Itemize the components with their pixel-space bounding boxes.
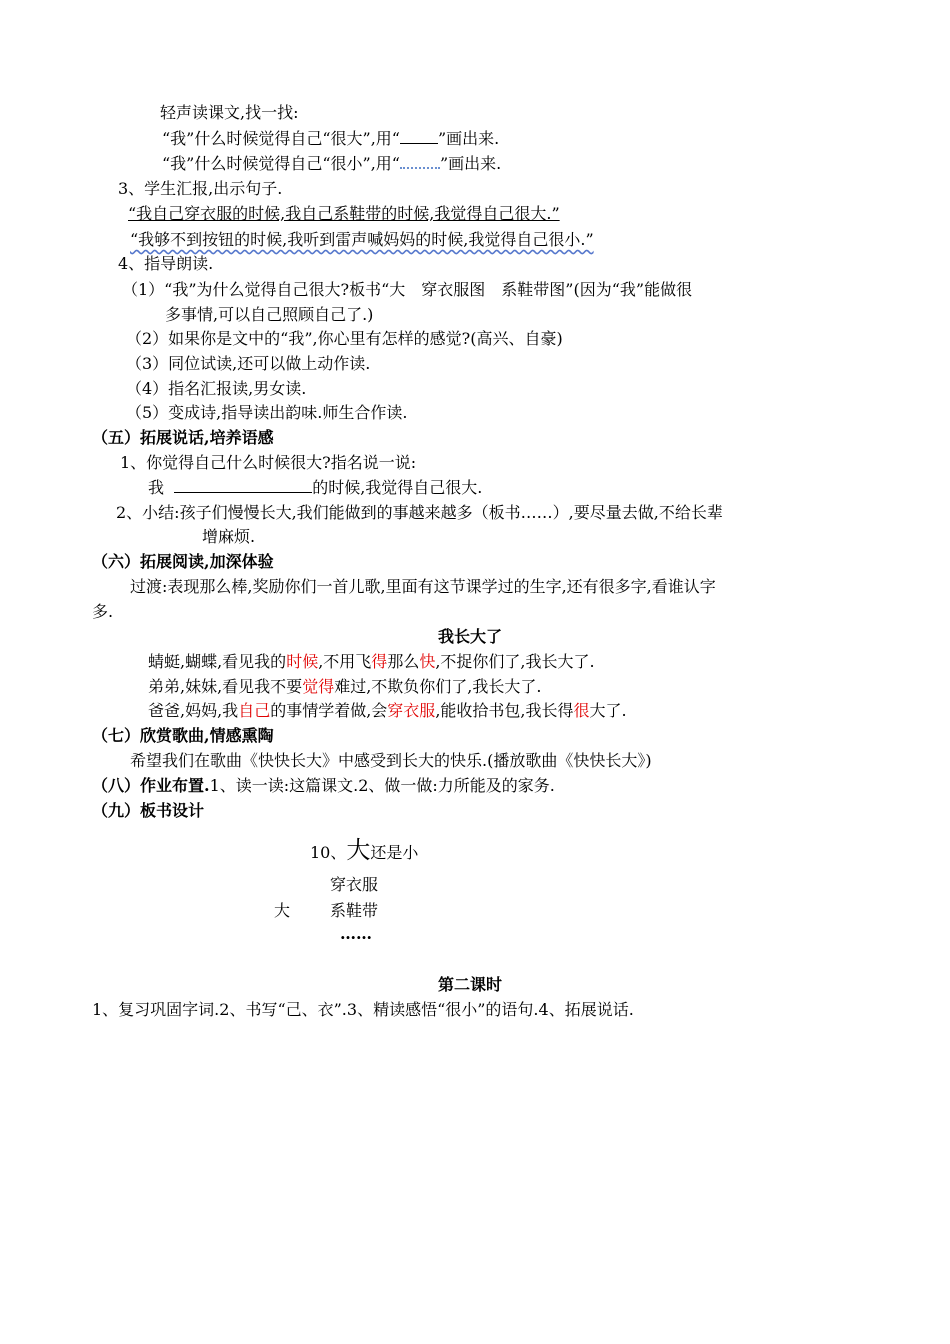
sub-step-continuation: 多事情,可以自己照顾自己了.) <box>165 305 374 324</box>
poem-line <box>148 699 627 723</box>
instruction-line <box>162 152 501 176</box>
text-segment: 的事情学着做,会 <box>270 701 388 720</box>
text-segment: 我 <box>148 478 165 497</box>
sub-step-line: （1）“我”为什么觉得自己很大?板书“大 穿衣服图 系鞋带图”(因为“我”能做很 <box>122 280 693 299</box>
step-line: 4、指导朗读. <box>118 254 214 273</box>
section-heading: （六）拓展阅读,加深体验 <box>92 552 274 571</box>
text-segment: 弟弟,妹妹,看见我不要 <box>148 677 303 696</box>
quoted-sentence-big: “我自己穿衣服的时候,我自己系鞋带的时候,我觉得自己很大.” <box>128 204 560 223</box>
sub-step-line: （4）指名汇报读,男女读. <box>126 379 307 398</box>
text-segment: 爸爸,妈妈,我 <box>148 701 239 720</box>
text-segment: 大 <box>346 836 371 864</box>
instruction-line <box>162 127 499 151</box>
instruction-line: 轻声读课文,找一找: <box>160 103 299 122</box>
wavy-blank <box>400 153 440 169</box>
highlight-char: 自己 <box>238 701 271 720</box>
section-heading: （九）板书设计 <box>92 801 205 820</box>
text-segment: ,不捉你们了,我长大了. <box>435 652 595 671</box>
step-line: 3、学生汇报,出示句子. <box>118 179 283 198</box>
step-line: 2、小结:孩子们慢慢长大,我们能做到的事越来越多（板书……）,要尽量去做,不给长辈 <box>116 503 723 522</box>
highlight-char: 时候 <box>286 652 319 671</box>
section-heading: （八）作业布置. <box>92 776 210 795</box>
text-segment: ,能收拾书包,我长得 <box>435 701 574 720</box>
text-segment: 的时候,我觉得自己很大. <box>312 478 483 497</box>
highlight-char: 很 <box>573 701 590 720</box>
text-segment: “我”什么时候觉得自己“很大”,用“ <box>162 129 400 148</box>
text-segment: 蜻蜓,蝴蝶,看见我的 <box>148 652 287 671</box>
underline-blank <box>400 129 438 144</box>
text-segment: 1、读一读:这篇课文.2、做一做:力所能及的家务. <box>209 776 555 795</box>
homework-line <box>92 774 555 798</box>
highlight-char: 快 <box>419 652 436 671</box>
sub-step-line: （2）如果你是文中的“我”,你心里有怎样的感觉?(高兴、自豪) <box>126 329 563 348</box>
board-item: 穿衣服 <box>330 875 379 894</box>
poem-line <box>148 675 541 699</box>
poem-line <box>148 650 595 674</box>
paragraph-line: 1、复习巩固字词.2、书写“己、衣”.3、精读感悟“很小”的语句.4、拓展说话. <box>92 1000 634 1019</box>
highlight-char: 穿衣服 <box>387 701 436 720</box>
text-segment: 还是小 <box>370 843 419 862</box>
paragraph-line: 多. <box>92 602 114 621</box>
text-segment: 大了. <box>589 701 627 720</box>
poem-title: 我长大了 <box>438 627 503 646</box>
section-heading: （五）拓展说话,培养语感 <box>92 428 274 447</box>
step-continuation: 增麻烦. <box>202 527 256 546</box>
step-line: 1、你觉得自己什么时候很大?指名说一说: <box>120 453 417 472</box>
lesson-title: 第二课时 <box>438 975 503 994</box>
paragraph-line: 希望我们在歌曲《快快长大》中感受到长大的快乐.(播放歌曲《快快长大》) <box>130 751 652 770</box>
text-segment: ”画出来. <box>440 154 502 173</box>
paragraph-line: 过渡:表现那么棒,奖励你们一首儿歌,里面有这节课学过的生字,还有很多字,看谁认字 <box>130 577 716 596</box>
board-ellipsis: …… <box>340 924 372 943</box>
fill-in-sentence <box>148 476 482 500</box>
highlight-char: 得 <box>371 652 388 671</box>
text-segment: 那么 <box>387 652 420 671</box>
text-segment: 难过,不欺负你们了,我长大了. <box>334 677 542 696</box>
text-segment: ”画出来. <box>438 129 500 148</box>
text-segment: 10、 <box>310 843 347 862</box>
board-title <box>310 835 418 868</box>
underline-blank <box>174 478 312 493</box>
text-segment: ,不用飞 <box>318 652 372 671</box>
sub-step-line: （5）变成诗,指导读出韵味.师生合作读. <box>126 403 408 422</box>
section-heading: （七）欣赏歌曲,情感熏陶 <box>92 726 274 745</box>
board-item: 系鞋带 <box>330 901 379 920</box>
highlight-char: 觉得 <box>302 677 335 696</box>
sub-step-line: （3）同位试读,还可以做上动作读. <box>126 354 371 373</box>
text-segment: “我”什么时候觉得自己“很小”,用“ <box>162 154 400 173</box>
board-item: 大 <box>274 901 291 920</box>
quoted-sentence-small: “我够不到按钮的时候,我听到雷声喊妈妈的时候,我觉得自己很小.” <box>130 230 594 249</box>
